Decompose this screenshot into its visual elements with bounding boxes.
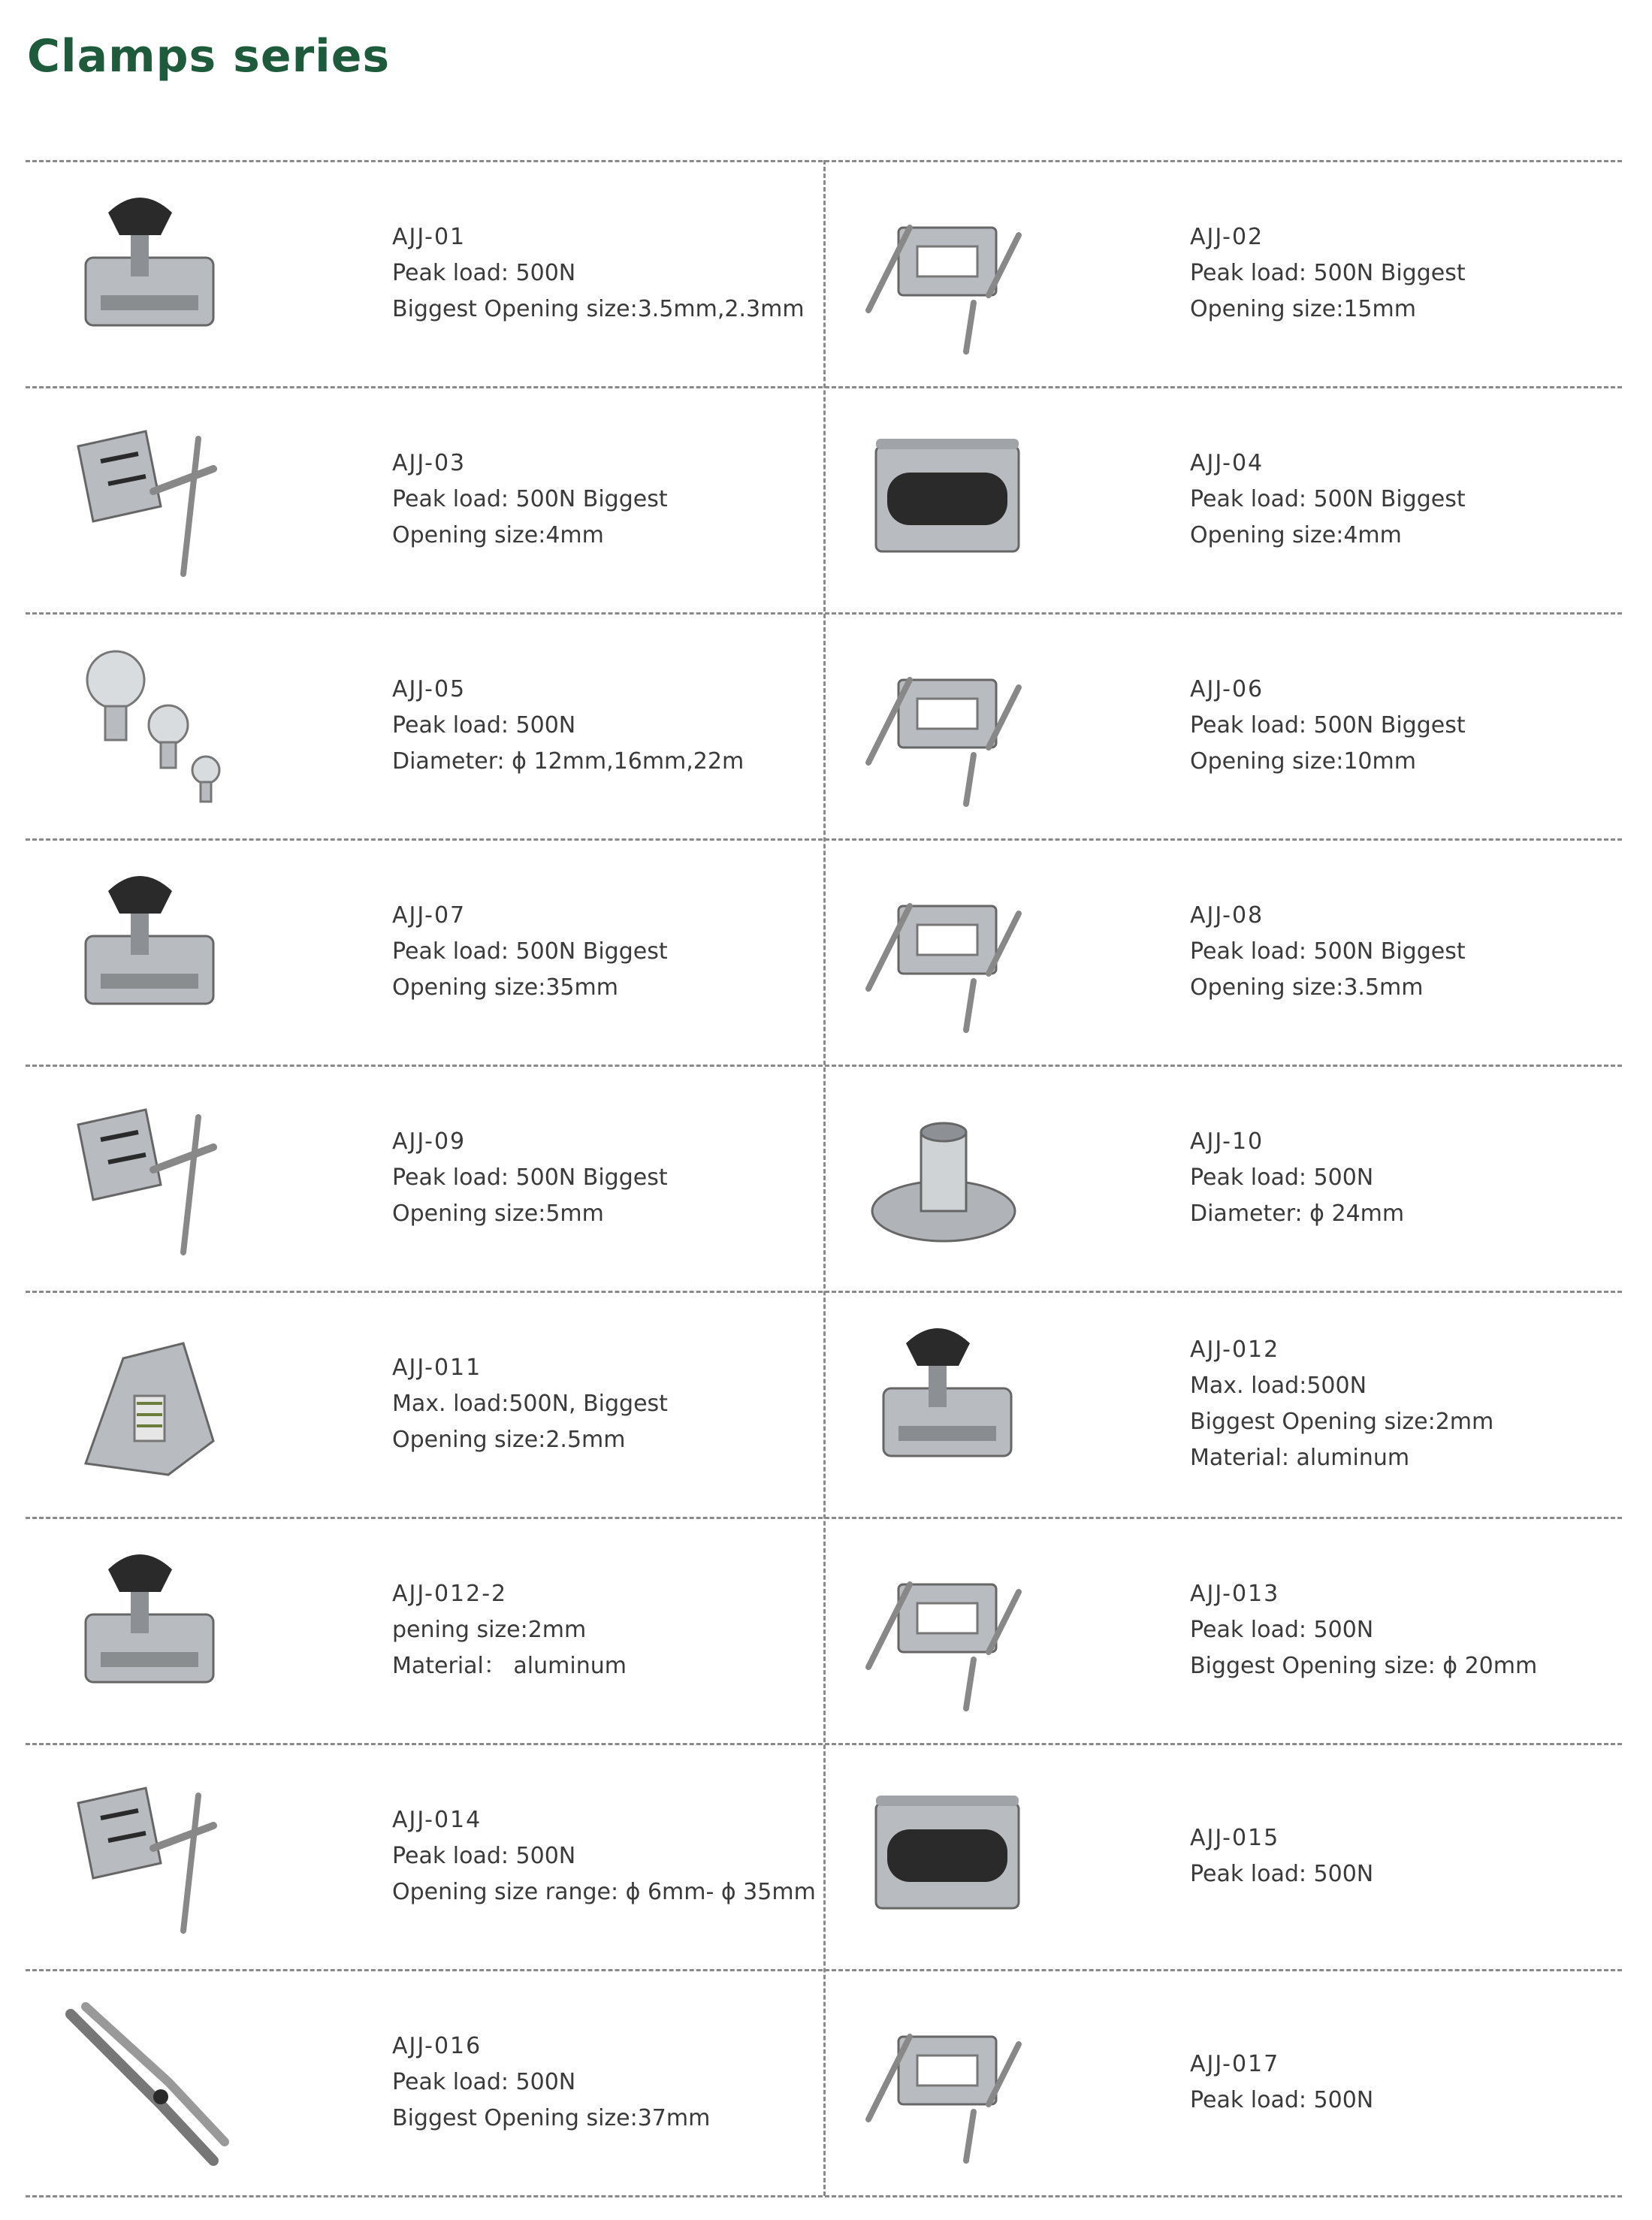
- clamp-spec-line: Peak load: 500N: [392, 259, 576, 286]
- clamp-code: AJJ-03: [392, 449, 467, 476]
- cylinder-clamp-icon: [853, 1992, 1034, 2172]
- clamp-spec-line: Peak load: 500N: [392, 2068, 576, 2095]
- clamp-spec-line: Material: aluminum: [1190, 1444, 1410, 1471]
- clamp-code: AJJ-01: [392, 223, 467, 250]
- clamp-three-jaw-icon: [853, 1539, 1034, 1720]
- clamp-code: AJJ-014: [392, 1806, 482, 1833]
- clamp-item: [823, 386, 1621, 612]
- clamp-item: [823, 1517, 1621, 1743]
- locking-pliers-icon: [56, 1992, 236, 2172]
- clamp-lever-icon: [56, 1313, 236, 1494]
- clamp-item: [823, 612, 1621, 838]
- clamp-code: AJJ-09: [392, 1128, 467, 1155]
- clamp-spec: [1190, 1291, 1493, 1517]
- clamp-code: AJJ-08: [1190, 902, 1264, 929]
- clamp-plate-icon: [56, 1539, 236, 1720]
- locking-pliers-icon: [56, 1992, 236, 2172]
- clamp-spec: [1190, 1743, 1373, 1969]
- clamp-fixture-stand-icon: [853, 1765, 1034, 1946]
- clamp-spec: [392, 1743, 816, 1969]
- clamp-spec-line: Diameter: ϕ 12mm,16mm,22m: [392, 748, 744, 775]
- clamp-wedge-spring-icon: [853, 861, 1034, 1041]
- row-divider: [26, 2195, 1622, 2197]
- clamp-spec: [1190, 1065, 1404, 1291]
- clamp-spec: [392, 1969, 710, 2195]
- clamp-roller-icon: [853, 409, 1034, 589]
- clamp-spec-line: Opening size range: ϕ 6mm- ϕ 35mm: [392, 1878, 816, 1905]
- clamp-spec: [1190, 160, 1466, 386]
- clamp-spec-line: pening size:2mm: [392, 1616, 587, 1643]
- clamp-spec-line: Peak load: 500N Biggest: [392, 485, 668, 512]
- clamp-code: AJJ-017: [1190, 2050, 1280, 2077]
- clamp-spec: [1190, 1969, 1373, 2195]
- clamp-item: [26, 160, 823, 386]
- clamp-item: [823, 160, 1621, 386]
- clamp-spec-line: Diameter: ϕ 24mm: [1190, 1200, 1405, 1227]
- clamp-spec-line: Peak load: 500N: [1190, 1616, 1374, 1643]
- clamp-code: AJJ-02: [1190, 223, 1264, 250]
- clamp-spec-line: Peak load: 500N Biggest: [392, 938, 668, 965]
- clamp-spec-line: Max. load:500N: [1190, 1372, 1367, 1399]
- clamp-code: AJJ-011: [392, 1354, 482, 1381]
- clamp-code: AJJ-013: [1190, 1580, 1280, 1607]
- clamp-knob-wedge-icon: [56, 183, 236, 363]
- clamp-item: [26, 612, 823, 838]
- clamp-spec: [1190, 838, 1466, 1065]
- clamp-spec-line: Biggest Opening size:37mm: [392, 2104, 711, 2131]
- clamp-spec-line: Peak load: 500N Biggest: [1190, 485, 1466, 512]
- ball-probe-set-icon: [56, 635, 236, 815]
- clamp-spec-line: Opening size:15mm: [1190, 295, 1416, 322]
- clamp-item: [26, 1969, 823, 2195]
- clamp-spec-line: Peak load: 500N Biggest: [1190, 938, 1466, 965]
- clamp-spec-line: Peak load: 500N: [392, 711, 576, 738]
- clamp-code: AJJ-05: [392, 675, 467, 702]
- clamp-code: AJJ-06: [1190, 675, 1264, 702]
- clamp-item: [823, 1743, 1621, 1969]
- clamp-spec: [1190, 386, 1466, 612]
- clamp-spec-line: Opening size:3.5mm: [1190, 974, 1424, 1001]
- clamp-spec: [392, 160, 805, 386]
- clamp-roller-pin-icon: [56, 1087, 236, 1267]
- clamp-spec-line: Opening size:5mm: [392, 1200, 604, 1227]
- clamp-chuck-icon: [56, 1765, 236, 1946]
- clamp-spec: [392, 386, 668, 612]
- clamp-block-tbar-icon: [56, 409, 236, 589]
- clamp-vise-handles-icon: [853, 183, 1034, 363]
- clamp-item: [823, 1291, 1621, 1517]
- clamp-spec-line: Peak load: 500N: [392, 1842, 576, 1869]
- clamp-spec-line: Peak load: 500N: [1190, 2086, 1374, 2113]
- clamp-knob-aluminum-icon: [853, 1313, 1034, 1494]
- clamp-rail-vise-icon: [56, 861, 236, 1041]
- clamp-spec-line: Peak load: 500N Biggest: [1190, 711, 1466, 738]
- clamp-spec-line: Peak load: 500N: [1190, 1860, 1374, 1887]
- clamp-spec-line: Biggest Opening size:2mm: [1190, 1408, 1494, 1435]
- ball-probe-set-icon: [56, 635, 236, 815]
- clamp-spec-line: Peak load: 500N Biggest: [392, 1164, 668, 1191]
- clamp-roller-pin-icon: [56, 1087, 236, 1267]
- clamp-spec: [392, 838, 668, 1065]
- clamp-code: AJJ-07: [392, 902, 467, 929]
- clamp-rail-vise-icon: [56, 861, 236, 1041]
- clamp-item: [26, 1743, 823, 1969]
- clamp-item: [823, 1969, 1621, 2195]
- clamp-spec-line: Opening size:35mm: [392, 974, 618, 1001]
- clamp-item: [823, 1065, 1621, 1291]
- clamp-spec: [1190, 1517, 1537, 1743]
- clamp-lever-icon: [56, 1313, 236, 1494]
- clamp-spec: [392, 1291, 668, 1517]
- clamp-code: AJJ-012: [1190, 1336, 1280, 1363]
- clamp-spec-line: Material： aluminum: [392, 1652, 627, 1679]
- knurled-disc-icon: [853, 1087, 1034, 1267]
- clamp-spec-line: Peak load: 500N: [1190, 1164, 1374, 1191]
- clamp-fixture-stand-icon: [853, 1765, 1034, 1946]
- clamp-spec-line: Max. load:500N, Biggest: [392, 1390, 668, 1417]
- clamp-plate-icon: [56, 1539, 236, 1720]
- clamp-spec-line: Opening size:4mm: [1190, 521, 1402, 548]
- clamp-item: [26, 1065, 823, 1291]
- clamp-spec-line: Peak load: 500N Biggest: [1190, 259, 1466, 286]
- clamp-item: [26, 386, 823, 612]
- clamp-item: [823, 838, 1621, 1065]
- clamp-spring-frame-icon: [853, 635, 1034, 815]
- clamp-roller-icon: [853, 409, 1034, 589]
- cylinder-clamp-icon: [853, 1992, 1034, 2172]
- clamp-code: AJJ-012-2: [392, 1580, 508, 1607]
- clamp-item: [26, 1291, 823, 1517]
- clamp-code: AJJ-015: [1190, 1824, 1280, 1851]
- clamp-knob-aluminum-icon: [853, 1313, 1034, 1494]
- clamp-code: AJJ-10: [1190, 1128, 1264, 1155]
- clamp-spec-line: Biggest Opening size:3.5mm,2.3mm: [392, 295, 805, 322]
- clamp-knob-wedge-icon: [56, 183, 236, 363]
- clamp-item: [26, 1517, 823, 1743]
- clamp-code: AJJ-04: [1190, 449, 1264, 476]
- clamp-spec-line: Opening size:2.5mm: [392, 1426, 626, 1453]
- clamp-spec-line: Biggest Opening size: ϕ 20mm: [1190, 1652, 1538, 1679]
- clamp-spring-frame-icon: [853, 635, 1034, 815]
- clamp-three-jaw-icon: [853, 1539, 1034, 1720]
- knurled-disc-icon: [853, 1087, 1034, 1267]
- clamp-spec-line: Opening size:4mm: [392, 521, 604, 548]
- clamp-spec: [392, 1517, 627, 1743]
- page-title: Clamps series: [27, 30, 391, 83]
- clamp-spec: [392, 612, 744, 838]
- clamp-spec-line: Opening size:10mm: [1190, 748, 1416, 775]
- clamp-spec: [1190, 612, 1466, 838]
- clamp-vise-handles-icon: [853, 183, 1034, 363]
- clamp-block-tbar-icon: [56, 409, 236, 589]
- clamp-spec: [392, 1065, 668, 1291]
- clamp-code: AJJ-016: [392, 2032, 482, 2059]
- clamp-item: [26, 838, 823, 1065]
- clamp-chuck-icon: [56, 1765, 236, 1946]
- clamp-wedge-spring-icon: [853, 861, 1034, 1041]
